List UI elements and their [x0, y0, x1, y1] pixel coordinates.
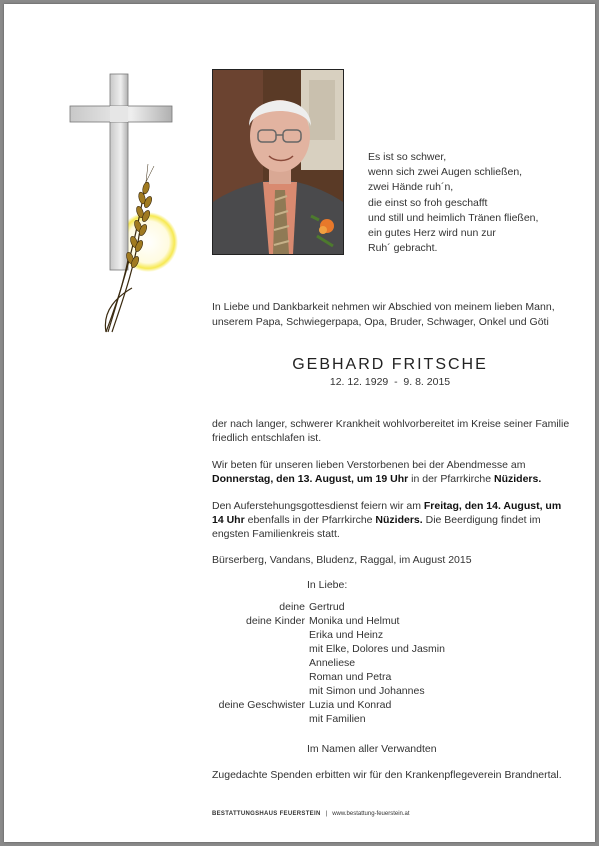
funeral-home-name: BESTATTUNGSHAUS FEUERSTEIN — [212, 811, 321, 817]
relatives-text: Im Namen aller Verwandten — [307, 743, 437, 755]
evening-mass-text-c: in der Pfarrkirche — [408, 473, 495, 485]
signatory-role: deine Geschwister — [218, 699, 305, 711]
signatory-role — [212, 670, 309, 684]
signatory-name: Monika und Helmut — [309, 615, 400, 627]
signatory-role — [212, 684, 309, 698]
signatory-role — [212, 656, 309, 670]
evening-mass-place: Nüziders. — [494, 473, 542, 485]
signatory-role — [212, 712, 309, 726]
footer-separator: | — [325, 811, 328, 817]
signatory-name: Anneliese — [309, 657, 356, 669]
deceased-name: GEBHARD FRITSCHE — [292, 356, 488, 373]
poem-line: und still und heimlich Tränen fließen, — [368, 211, 539, 224]
funeral-home-url[interactable]: www.bestattung-feuerstein.at — [332, 811, 410, 817]
donations-text: Zugedachte Spenden erbitten wir für den Krankenpflegeverein Brandnertal. — [212, 769, 562, 781]
signatory-name: Gertrud — [309, 601, 345, 613]
signatory-row — [212, 628, 445, 642]
signatory-role — [212, 628, 309, 642]
poem-line: Es ist so schwer, — [368, 151, 447, 163]
funeral-text-e: Die Beerdigung findet im engsten Familienkreis statt. — [212, 514, 541, 540]
signatories — [212, 600, 445, 726]
funeral-date: Freitag, den 14. August, um 14 Uhr — [212, 500, 562, 526]
signatory-row — [212, 642, 445, 656]
signatory-role — [212, 642, 309, 656]
signatory-role: deine — [279, 601, 305, 613]
poem-line: ein gutes Herz wird nun zur — [368, 227, 496, 240]
signatory-row — [212, 670, 445, 684]
poem-line: Ruh´ gebracht. — [368, 242, 438, 255]
in-liebe-label: In Liebe: — [307, 579, 348, 591]
portrait-photo — [212, 69, 344, 255]
signatory-name: Roman und Petra — [309, 671, 392, 683]
evening-mass-date: Donnerstag, den 13. August, um 19 Uhr — [212, 473, 409, 485]
poem — [368, 150, 538, 256]
signatory-name: Erika und Heinz — [309, 629, 384, 641]
life-dates: 12. 12. 1929 - 9. 8. 2015 — [329, 376, 451, 388]
evening-mass-text-a: Wir beten für unseren lieben Verstorbenen bei der Abendmesse am — [212, 459, 526, 471]
signatory-row — [212, 698, 445, 712]
passing-text: der nach langer, schwerer Krankheit wohlvorbereitet im Kreise seiner Familie friedlich entschlafen ist. — [212, 418, 570, 444]
poem-line: die einst so froh geschafft — [368, 196, 488, 209]
signatory-row — [212, 684, 445, 698]
signatory-name: mit Elke, Dolores und Jasmin — [309, 643, 445, 655]
poem-line: zwei Hände ruh´n, — [368, 181, 454, 194]
intro-text: In Liebe und Dankbarkeit nehmen wir Abschied von meinem lieben Mann, unserem Papa, Schwiegerpapa, Opa, Bruder, Schwager, Onkel und Göti — [212, 301, 555, 328]
signatory-row — [212, 656, 445, 670]
funeral-service-text — [212, 499, 572, 541]
funeral-place: Nüziders. — [375, 514, 423, 526]
signatory-name: mit Simon und Johannes — [309, 685, 425, 697]
funeral-text-c: ebenfalls in der Pfarrkirche — [244, 514, 376, 526]
signatory-name: mit Familien — [309, 713, 366, 725]
signatory-row — [212, 614, 445, 628]
footer — [212, 811, 410, 817]
evening-mass-text — [212, 458, 572, 486]
signatory-name: Luzia und Konrad — [309, 699, 392, 711]
places-date: Bürserberg, Vandans, Bludenz, Raggal, im August 2015 — [212, 554, 472, 566]
signatory-row — [212, 600, 445, 614]
cross-with-wheat-illustration — [62, 70, 182, 340]
signatory-role: deine Kinder — [246, 615, 305, 627]
poem-line: wenn sich zwei Augen schließen, — [368, 166, 523, 179]
signatory-row — [212, 712, 445, 726]
funeral-text-a: Den Auferstehungsgottesdienst feiern wir am — [212, 500, 424, 512]
